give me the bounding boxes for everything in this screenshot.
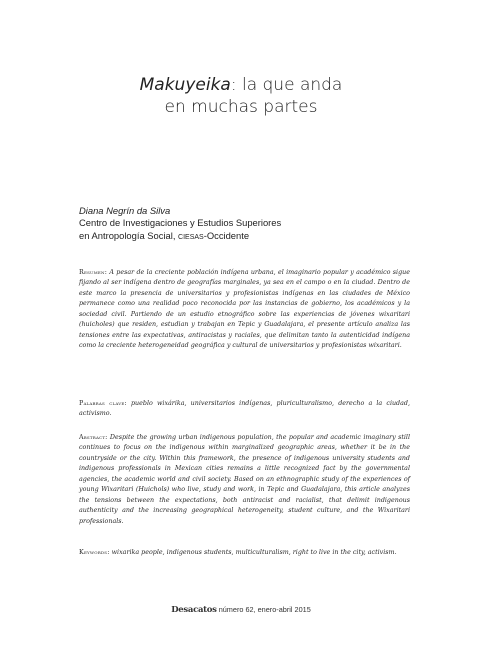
- palabras-clave-label: Palabras clave:: [79, 400, 127, 407]
- resumen-paragraph: [79, 268, 410, 352]
- title-line-2: en muchas partes: [164, 97, 318, 117]
- page-footer: [0, 605, 482, 615]
- palabras-clave-paragraph: [79, 399, 410, 420]
- abstract-paragraph: [79, 433, 410, 527]
- article-title: [0, 74, 482, 118]
- abstract-label: Abstract:: [79, 434, 108, 441]
- resumen-text: A pesar de la creciente población indígena urbana, el imaginario popular y académico sigue fijando al ser indígena dentro de geografías marginales, ya sea en el campo o en la ciudad. Dentro de este marco la presencia de universitarios y profesionistas indígenas en las ciudades de México permanece como una realidad poco reconocida por las instancias de gobierno, los académicos y la sociedad civil. Partiendo de un estudio etnográfico sobre las experiencias de jóvenes wixaritari (huicholes) que residen, estudian y trabajan en Tepic y Guadalajara, el presente artículo analiza las tensiones entre las expectativas, antiracistas y raciales, que delimitan tanto la autenticidad indígena como la creciente heterogeneidad geográfica y cultural de universitarios y profesionistas wixaritari.: [79, 269, 410, 350]
- affiliation-line-1: Centro de Investigaciones y Estudios Superiores: [79, 217, 282, 229]
- abstract-text: Despite the growing urban indigenous population, the popular and academic imaginary still continues to focus on the indigenous within marginalized geographic areas, whether it be in the countryside or the city. Within this framework, the presence of indigenous university students and indigenous professionals in Mexican cities remains a little recognized fact by the governmental agencies, the academic world and civil society. Based on an ethnographic study of the experiences of young Wixaritari (Huichols) who live, study and work, in Tepic and Guadalajara, this article analyzes the tensions between the expectations, both antiracist and racialist, that delimit indigenous authenticity and the increasing geographical heterogeneity, student culture, and the Wixaritari professionals.: [79, 434, 410, 525]
- title-rest: : la que anda: [230, 75, 343, 95]
- keywords-text: wixarika people, indigenous students, multiculturalism, right to live in the city, activism.: [111, 549, 397, 556]
- author-block: [79, 205, 281, 242]
- palabras-clave-text: pueblo wixárika, universitarios indígenas, pluriculturalismo, derecho a la ciudad, activismo.: [79, 400, 410, 418]
- resumen-label: Resumen:: [79, 269, 108, 276]
- affiliation-suffix: -Occidente: [203, 229, 250, 241]
- keywords-paragraph: [79, 548, 410, 558]
- author-name: Diana Negrín da Silva: [79, 205, 171, 216]
- title-italic-word: Makuyeika: [139, 75, 231, 95]
- issue-info: número 62, enero-abril 2015: [218, 605, 311, 614]
- keywords-label: Keywords:: [79, 549, 110, 556]
- journal-logo: Desacatos: [171, 605, 217, 615]
- title-line-1: [0, 74, 482, 96]
- affiliation-line-2: [79, 230, 281, 242]
- affiliation-prefix: en Antropología Social,: [79, 229, 179, 241]
- affiliation-acronym: ciesas: [178, 229, 204, 241]
